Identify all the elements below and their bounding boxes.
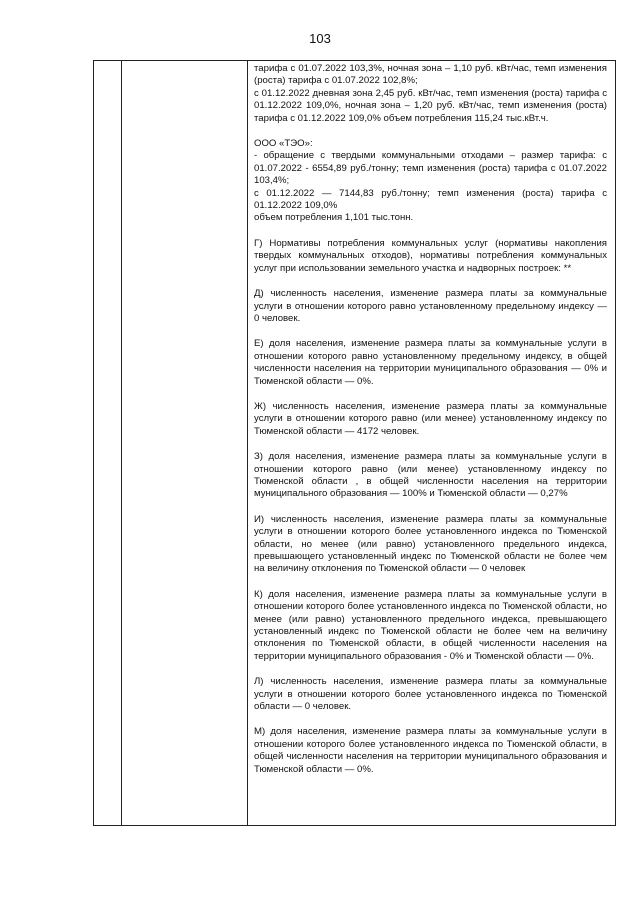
paragraph-z: З) доля населения, изменение размера платы за коммунальные услуги в отношении которого равно (или менее) установленному индексу по Тюменской области , в общей численности населения на территории муниципального образования — 100% и Тюменской области — 0,27% (254, 451, 607, 500)
content-cell (254, 63, 607, 776)
document-table (93, 60, 616, 826)
column-divider (247, 61, 248, 825)
tariff-intro (254, 63, 607, 125)
teo-line: ООО «ТЭО»: (254, 138, 313, 150)
paragraph-g: Г) Нормативы потребления коммунальных услуг (нормативы накопления твердых коммунальных отходов), нормативы потребления коммунальных услуг при использовании земельного участка и надворных построек: ** (254, 237, 607, 274)
paragraph-l: Л) численность населения, изменение размера платы за коммунальные услуги в отношении которого более установленного индекса по Тюменской области — 0 человек. (254, 676, 607, 713)
paragraph-m: М) доля населения, изменение размера платы за коммунальные услуги в отношении которого более установленного индекса по Тюменской области, в общей численности населения на территории муниципального образования и Тюменской области — 0%. (254, 726, 607, 775)
teo-section (254, 138, 607, 225)
paragraph-e: Е) доля населения, изменение размера платы за коммунальные услуги в отношении которого равно установленному предельному индексу, в общей численности населения на территории муниципального образования — 0% и Тюменской области — 0%. (254, 338, 607, 387)
paragraph-zh: Ж) численность населения, изменение размера платы за коммунальные услуги в отношении которого равно (или менее) установленному индексу по Тюменской области — 4172 человек. (254, 400, 607, 437)
page-number: 103 (309, 31, 331, 46)
teo-line: - обращение с твердыми коммунальными отходами – размер тарифа: с 01.07.2022 - 6554,89 руб./тонну; темп изменения (роста) тарифа с 01.07.2022 103,4%; (254, 150, 607, 187)
column-divider (121, 61, 122, 825)
tariff-line: тарифа с 01.07.2022 103,3%, ночная зона – 1,10 руб. кВт/час, темп изменения (роста) тарифа с 01.07.2022 102,8%; (254, 63, 607, 87)
tariff-line: с 01.12.2022 дневная зона 2,45 руб. кВт/час, темп изменения (роста) тарифа с 01.12.2022 109,0%, ночная зона – 1,20 руб. кВт/час, темп изменения (роста) тарифа с 01.12.2022 109,0% объем потребления 115,24 тыс.кВт.ч. (254, 87, 607, 124)
paragraph-k: К) доля населения, изменение размера платы за коммунальные услуги в отношении которого более установленного индекса по Тюменской области, но менее (или равно) установленного предельного индекса, превышающего установленный индекс по Тюменской области не более чем на величину отклонения по Тюменской области, в общей численности населения на территории муниципального образования - 0% и Тюменской области — 0%. (254, 588, 607, 662)
paragraph-d: Д) численность населения, изменение размера платы за коммунальные услуги в отношении которого равно установленному предельному индексу — 0 человек. (254, 288, 607, 324)
teo-line: объем потребления 1,101 тыс.тонн. (254, 212, 414, 224)
teo-line: с 01.12.2022 — 7144,83 руб./тонну; темп изменения (роста) тарифа с 01.12.2022 109,0% (254, 187, 607, 212)
paragraph-i: И) численность населения, изменение размера платы за коммунальные услуги в отношении которого более установленного индекса по Тюменской области, но менее (или равно) установленного предельного индекса, превышающего установленный индекс по Тюменской области не более чем на величину отклонения по Тюменской области — 0 человек (254, 513, 607, 575)
